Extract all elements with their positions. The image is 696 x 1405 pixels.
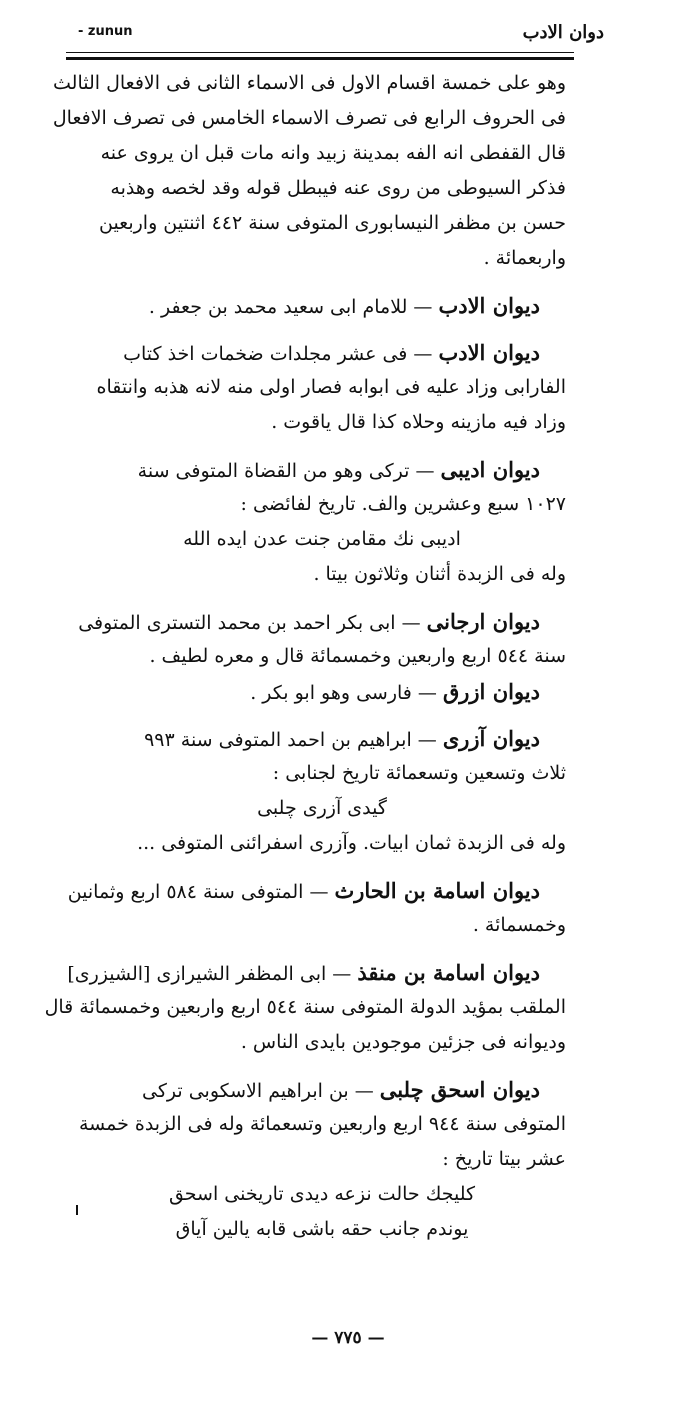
text-line: ١٠٢٧ سبع وعشرين والف. تاريخ لفائضى : — [240, 493, 566, 515]
page-number: — ٧٧٥ — — [311, 1328, 385, 1348]
verse-line: اديبى نك مقامن جنت عدن ايده الله — [183, 528, 461, 550]
entry-title: ديوان اسامة بن منقذ — [357, 960, 540, 985]
entry-title: ديوان الادب — [438, 293, 540, 318]
entry-title: ديوان آزرى — [442, 726, 540, 751]
text-line: وخمسمائة . — [472, 914, 566, 936]
text-line: واربعمائة . — [483, 247, 566, 269]
verse-line: كليجك حالت نزعه ديدى تاريخنى اسحق — [168, 1183, 476, 1205]
text-line: فى الحروف الرابع فى تصرف الاسماء الخامس فى تصرف الافعال — [52, 107, 566, 129]
text-line: حسن بن مظفر النيسابورى المتوفى سنة ٤٤٢ اثنتين واربعين — [98, 212, 566, 234]
entry-heading-line — [78, 288, 566, 323]
entry-text: — تركى وهو من القضاة المتوفى سنة — [137, 460, 441, 482]
header-rule-thin — [66, 52, 574, 53]
entry-heading-line — [78, 674, 566, 709]
entry-heading-line — [67, 873, 566, 908]
text-line: فذكر السيوطى من روى عنه فيبطل قوله وقد لخصه وهذبه — [110, 177, 566, 199]
entry-title: ديوان اسحق چلبى — [379, 1077, 540, 1102]
text-line: عشر بيتا تاريخ : — [442, 1148, 566, 1170]
running-header: دوان الادب — [522, 22, 604, 43]
entry-text: — بن ابراهيم الاسكوبى تركى — [142, 1080, 380, 1102]
header-rule-thick — [66, 57, 574, 60]
entry-title: ديوان اديبى — [440, 457, 540, 482]
entry-text: — فى عشر مجلدات ضخمات اخذ كتاب — [123, 343, 439, 365]
text-line: المتوفى سنة ٩٤٤ اربع واربعين وتسعمائة وله فى الزبدة خمسة — [78, 1113, 566, 1135]
page-body — [44, 66, 566, 1247]
entry-heading-line — [78, 721, 566, 756]
entry-title: ديوان اسامة بن الحارث — [334, 878, 540, 903]
verse-line: گيدى آزرى چلبى — [257, 797, 387, 819]
text-line: وله فى الزبدة ثمان ابيات. وآزرى اسفرائنى المتوفى ... — [137, 832, 566, 854]
entry-heading-line — [78, 452, 566, 487]
entry-title: ديوان الادب — [438, 340, 540, 365]
verse-line: يوندم جانب حقه باشى قابه يالين آياق — [175, 1218, 469, 1240]
entry-text: — ابى المظفر الشيرازى [الشيزرى] — [67, 963, 358, 985]
entry-text: — للامام ابى سعيد محمد بن جعفر . — [148, 296, 439, 318]
text-line: وديوانه فى جزئين موجودين بايدى الناس . — [240, 1031, 566, 1053]
entry-text: — ابى بكر احمد بن محمد التسترى المتوفى — [78, 612, 427, 634]
entry-heading-line — [67, 955, 566, 990]
entry-text: — المتوفى سنة ٥٨٤ اربع وثمانين — [67, 881, 335, 903]
text-line: سنة ٥٤٤ اربع واربعين وخمسمائة قال و معره لطيف . — [149, 645, 566, 667]
text-line: وهو على خمسة اقسام الاول فى الاسماء الثانى فى الافعال الثالث — [53, 72, 566, 94]
entry-text: — فارسى وهو ابو بكر . — [250, 682, 443, 704]
text-line: ثلاث وتسعين وتسعمائة تاريخ لجنابى : — [272, 762, 566, 784]
text-line: وزاد فيه مازينه وحلاه كذا قال ياقوت . — [271, 411, 566, 433]
text-line: وله فى الزبدة أثنان وثلاثون بيتا . — [313, 563, 566, 585]
entry-text: — ابراهيم بن احمد المتوفى سنة ٩٩٣ — [144, 729, 443, 751]
header-left-text: - zunun — [78, 24, 133, 39]
entry-title: ديوان ارجانى — [426, 609, 540, 634]
entry-heading-line — [78, 335, 566, 370]
entry-title: ديوان ازرق — [442, 679, 540, 704]
text-line: الملقب بمؤيد الدولة المتوفى سنة ٥٤٤ اربع واربعين وخمسمائة قال — [44, 996, 566, 1018]
entry-heading-line — [78, 1072, 566, 1107]
text-line: الفارابى وزاد عليه فى ابوابه فصار اولى منه لانه هذبه وانتقاه — [96, 376, 566, 398]
margin-mark — [76, 1205, 78, 1215]
entry-heading-line — [78, 604, 566, 639]
text-line: قال القفطى انه الفه بمدينة زبيد وانه مات قبل ان يروى عنه — [100, 142, 566, 164]
